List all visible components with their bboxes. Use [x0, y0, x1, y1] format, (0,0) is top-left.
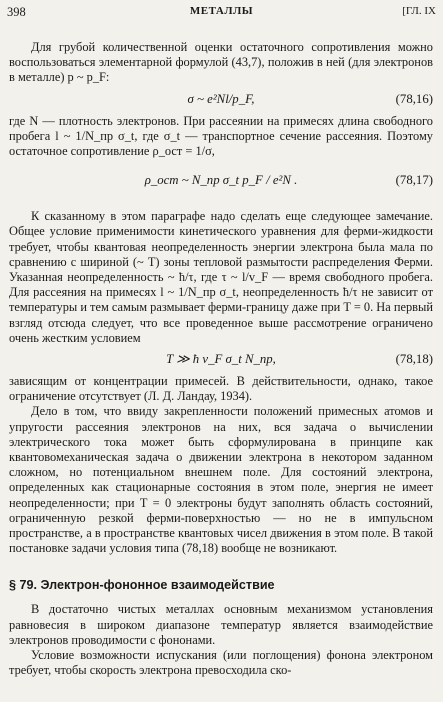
- running-header: [7, 5, 436, 21]
- chapter-label: [ГЛ. IX: [402, 5, 436, 17]
- paragraph: Для грубой количественной оценки остаточного сопротивления можно воспользоваться элементарной формулой (43,7), положив в ней (для электронов в металле) p ~ p_F:: [9, 40, 433, 85]
- equation-formula: σ ~ e²Nl/p_F,: [187, 91, 255, 106]
- paragraph: Дело в том, что ввиду закрепленности положений примесных атомов и упругости рассеяния электронов на них, вся задача о вычислении электрического тока может быть сформулирована в принципе как квантовомеханическая задача о движении электрона в некотором заданном сложном, но потенциальном внешнем поле. Для состояний электрона, определенных как стационарные состояния в этом поле, энергия не имеет неопределенности; при T = 0 электроны будут заполнять область состояний, ограниченную резкой ферми-поверхностью — но не в импульсном пространстве, а в пространстве квантовых чисел движения в этом поле. В такой постановке задачи условия типа (78,18) вообще не возникают.: [9, 404, 433, 556]
- equation-number: (78,17): [395, 173, 433, 188]
- equation-number: (78,18): [395, 352, 433, 367]
- paragraph: где N — плотность электронов. При рассеянии на примесях длина свободного пробега l ~ 1/N_пр σ_t, где σ_t — транспортное сечение рассеяния. Поэтому остаточное сопротивление ρ_ост = 1/σ,: [9, 113, 433, 159]
- equation: [9, 88, 433, 112]
- equation-formula: T ≫ ħ v_F σ_t N_пр,: [166, 352, 276, 367]
- equation-number: (78,16): [395, 91, 433, 106]
- paragraph: В достаточно чистых металлах основным механизмом установления равновесия в широком диапазоне температур является взаимодействие электронов проводимости с фононами.: [9, 602, 433, 647]
- equation: [9, 161, 433, 201]
- equation: [9, 348, 433, 372]
- page-body: [9, 40, 433, 679]
- paragraph: Условие возможности испускания (или поглощения) фонона электроном требует, чтобы скорость электрона превосходила ско-: [9, 648, 433, 678]
- page-number: 398: [7, 5, 26, 19]
- paragraph: зависящим от концентрации примесей. В действительности, однако, такое ограничение отсутствует (Л. Д. Ландау, 1934).: [9, 374, 433, 404]
- running-title: МЕТАЛЛЫ: [189, 5, 254, 17]
- paragraph: К сказанному в этом параграфе надо сделать еще следующее замечание. Общее условие применимости кинетического уравнения для ферми-жидкости требует, чтобы квантовая неопределенность энергии электрона была мала по сравнению с шириной (~ T) зоны тепловой размытости распределения Ферми. Указанная неопределенность ~ ħ/τ, где τ ~ l/v_F — время свободного пробега. Для рассеяния на примесях l ~ 1/N_пр σ_t, неопределенность ħ/τ не зависит от температуры и тем самым размывает ферми-границу даже при T = 0. На первый взгляд отсюда следует, что все проведенное выше рассмотрение ограничено очень жестким условием: [9, 209, 433, 345]
- equation-formula: ρ_ост ~ N_пр σ_t p_F / e²N .: [144, 173, 298, 188]
- section-heading: § 79. Электрон-фононное взаимодействие: [9, 578, 275, 593]
